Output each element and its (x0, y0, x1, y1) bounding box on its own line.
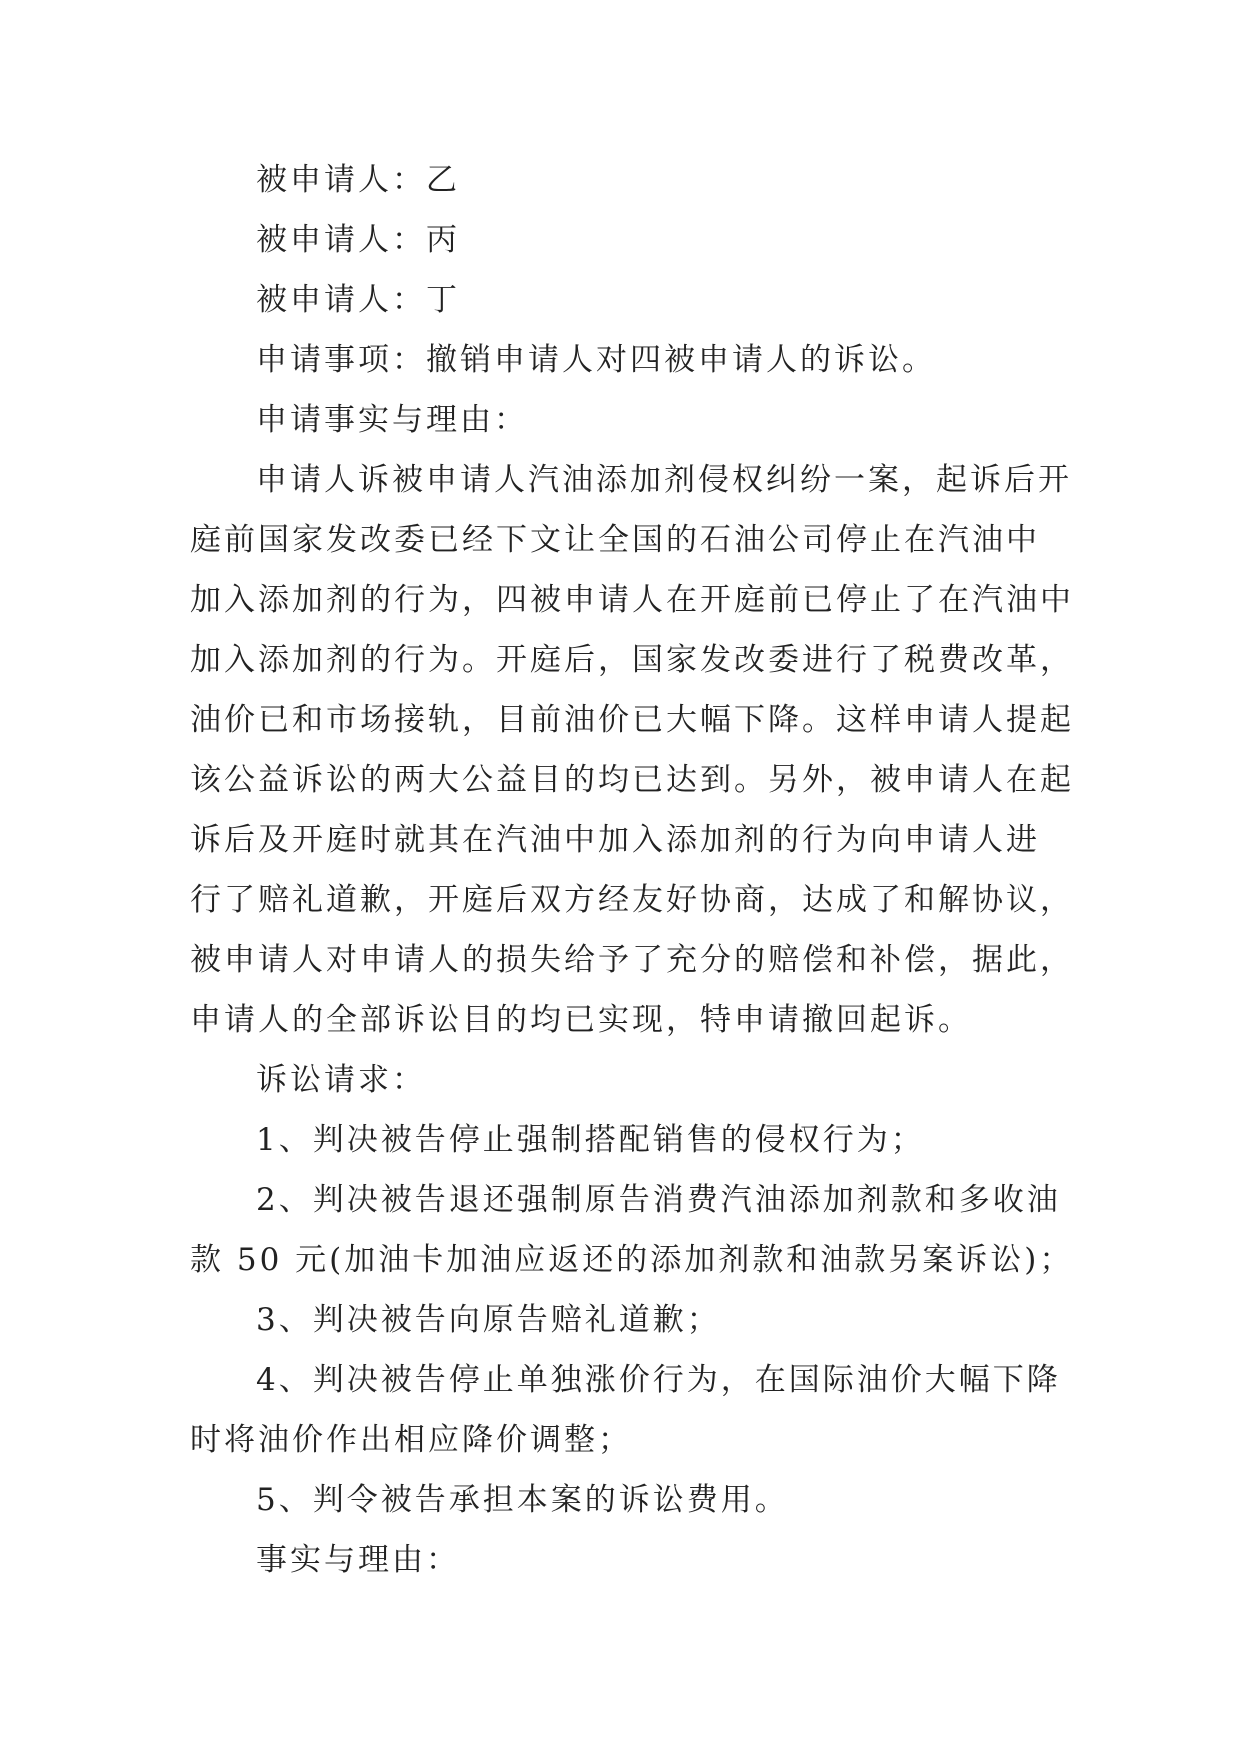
body-line: 行了赔礼道歉，开庭后双方经友好协商，达成了和解协议， (190, 882, 1074, 918)
respondent-line-1: 被申请人：乙 (256, 162, 460, 198)
body-line: 申请人诉被申请人汽油添加剂侵权纠纷一案，起诉后开 (256, 462, 1072, 498)
facts-reasons-heading: 事实与理由： (256, 1542, 460, 1578)
document-body (190, 150, 1074, 1590)
claim-item-2: 2、判决被告退还强制原告消费汽油添加剂款和多收油 (256, 1182, 1061, 1218)
claim-item-4: 4、判决被告停止单独涨价行为，在国际油价大幅下降 (256, 1362, 1061, 1398)
body-line: 油价已和市场接轨，目前油价已大幅下降。这样申请人提起 (190, 702, 1074, 738)
facts-heading: 申请事实与理由： (256, 402, 528, 438)
claim-item-4-cont: 时将油价作出相应降价调整； (190, 1422, 632, 1458)
body-line: 该公益诉讼的两大公益目的均已达到。另外，被申请人在起 (190, 762, 1074, 798)
body-line: 诉后及开庭时就其在汽油中加入添加剂的行为向申请人进 (190, 822, 1040, 858)
body-line: 被申请人对申请人的损失给予了充分的赔偿和补偿，据此， (190, 942, 1074, 978)
claims-heading: 诉讼请求： (256, 1062, 426, 1098)
claim-item-1: 1、判决被告停止强制搭配销售的侵权行为； (256, 1122, 925, 1158)
respondent-line-3: 被申请人：丁 (256, 282, 460, 318)
application-item: 申请事项：撤销申请人对四被申请人的诉讼。 (256, 342, 936, 378)
body-line: 申请人的全部诉讼目的均已实现，特申请撤回起诉。 (190, 1002, 972, 1038)
body-line: 加入添加剂的行为。开庭后，国家发改委进行了税费改革， (190, 642, 1074, 678)
respondent-line-2: 被申请人：丙 (256, 222, 460, 258)
body-line: 加入添加剂的行为，四被申请人在开庭前已停止了在汽油中 (190, 582, 1074, 618)
claim-item-2-cont: 款 50 元(加油卡加油应返还的添加剂款和油款另案诉讼)； (190, 1242, 1074, 1278)
claim-item-5: 5、判令被告承担本案的诉讼费用。 (256, 1482, 789, 1518)
body-line: 庭前国家发改委已经下文让全国的石油公司停止在汽油中 (190, 522, 1040, 558)
claim-item-3: 3、判决被告向原告赔礼道歉； (256, 1302, 721, 1338)
